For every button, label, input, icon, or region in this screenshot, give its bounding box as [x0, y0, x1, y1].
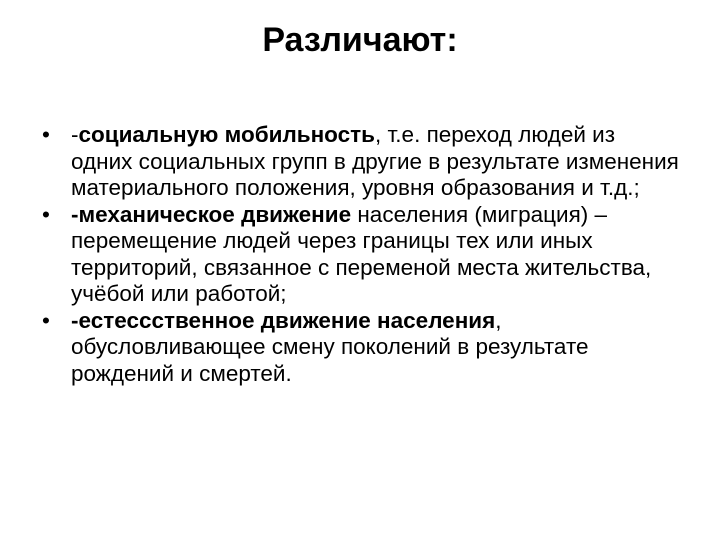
slide-title: Различают:: [262, 21, 458, 59]
bullet-text: населения (миграция) – перемещение людей через границы тех или иных территорий, связанное с переменой места жительства, учёбой или работой;: [71, 201, 652, 306]
bullet-item-social-mobility: [42, 122, 682, 202]
bullet-list: [42, 122, 682, 387]
bullet-text: , обусловливающее смену поколений в результате рождений и смертей.: [71, 307, 589, 386]
bullet-lead: -: [71, 122, 79, 147]
bullet-item-natural-movement: [42, 308, 682, 388]
bullet-marker: •: [42, 201, 50, 227]
bullet-marker: •: [42, 122, 50, 147]
bullet-term: -механическое движение: [71, 201, 352, 227]
bullet-item-mechanical-movement: [42, 202, 682, 308]
bullet-term: социальную мобильность: [78, 122, 375, 147]
bullet-text: , т.е. переход людей из одних социальных групп в другие в результате изменения материального положения, уровня образования и т.д.;: [71, 122, 679, 200]
bullet-marker: •: [42, 307, 50, 333]
bullet-term: -естессственное движение населения: [71, 307, 496, 333]
